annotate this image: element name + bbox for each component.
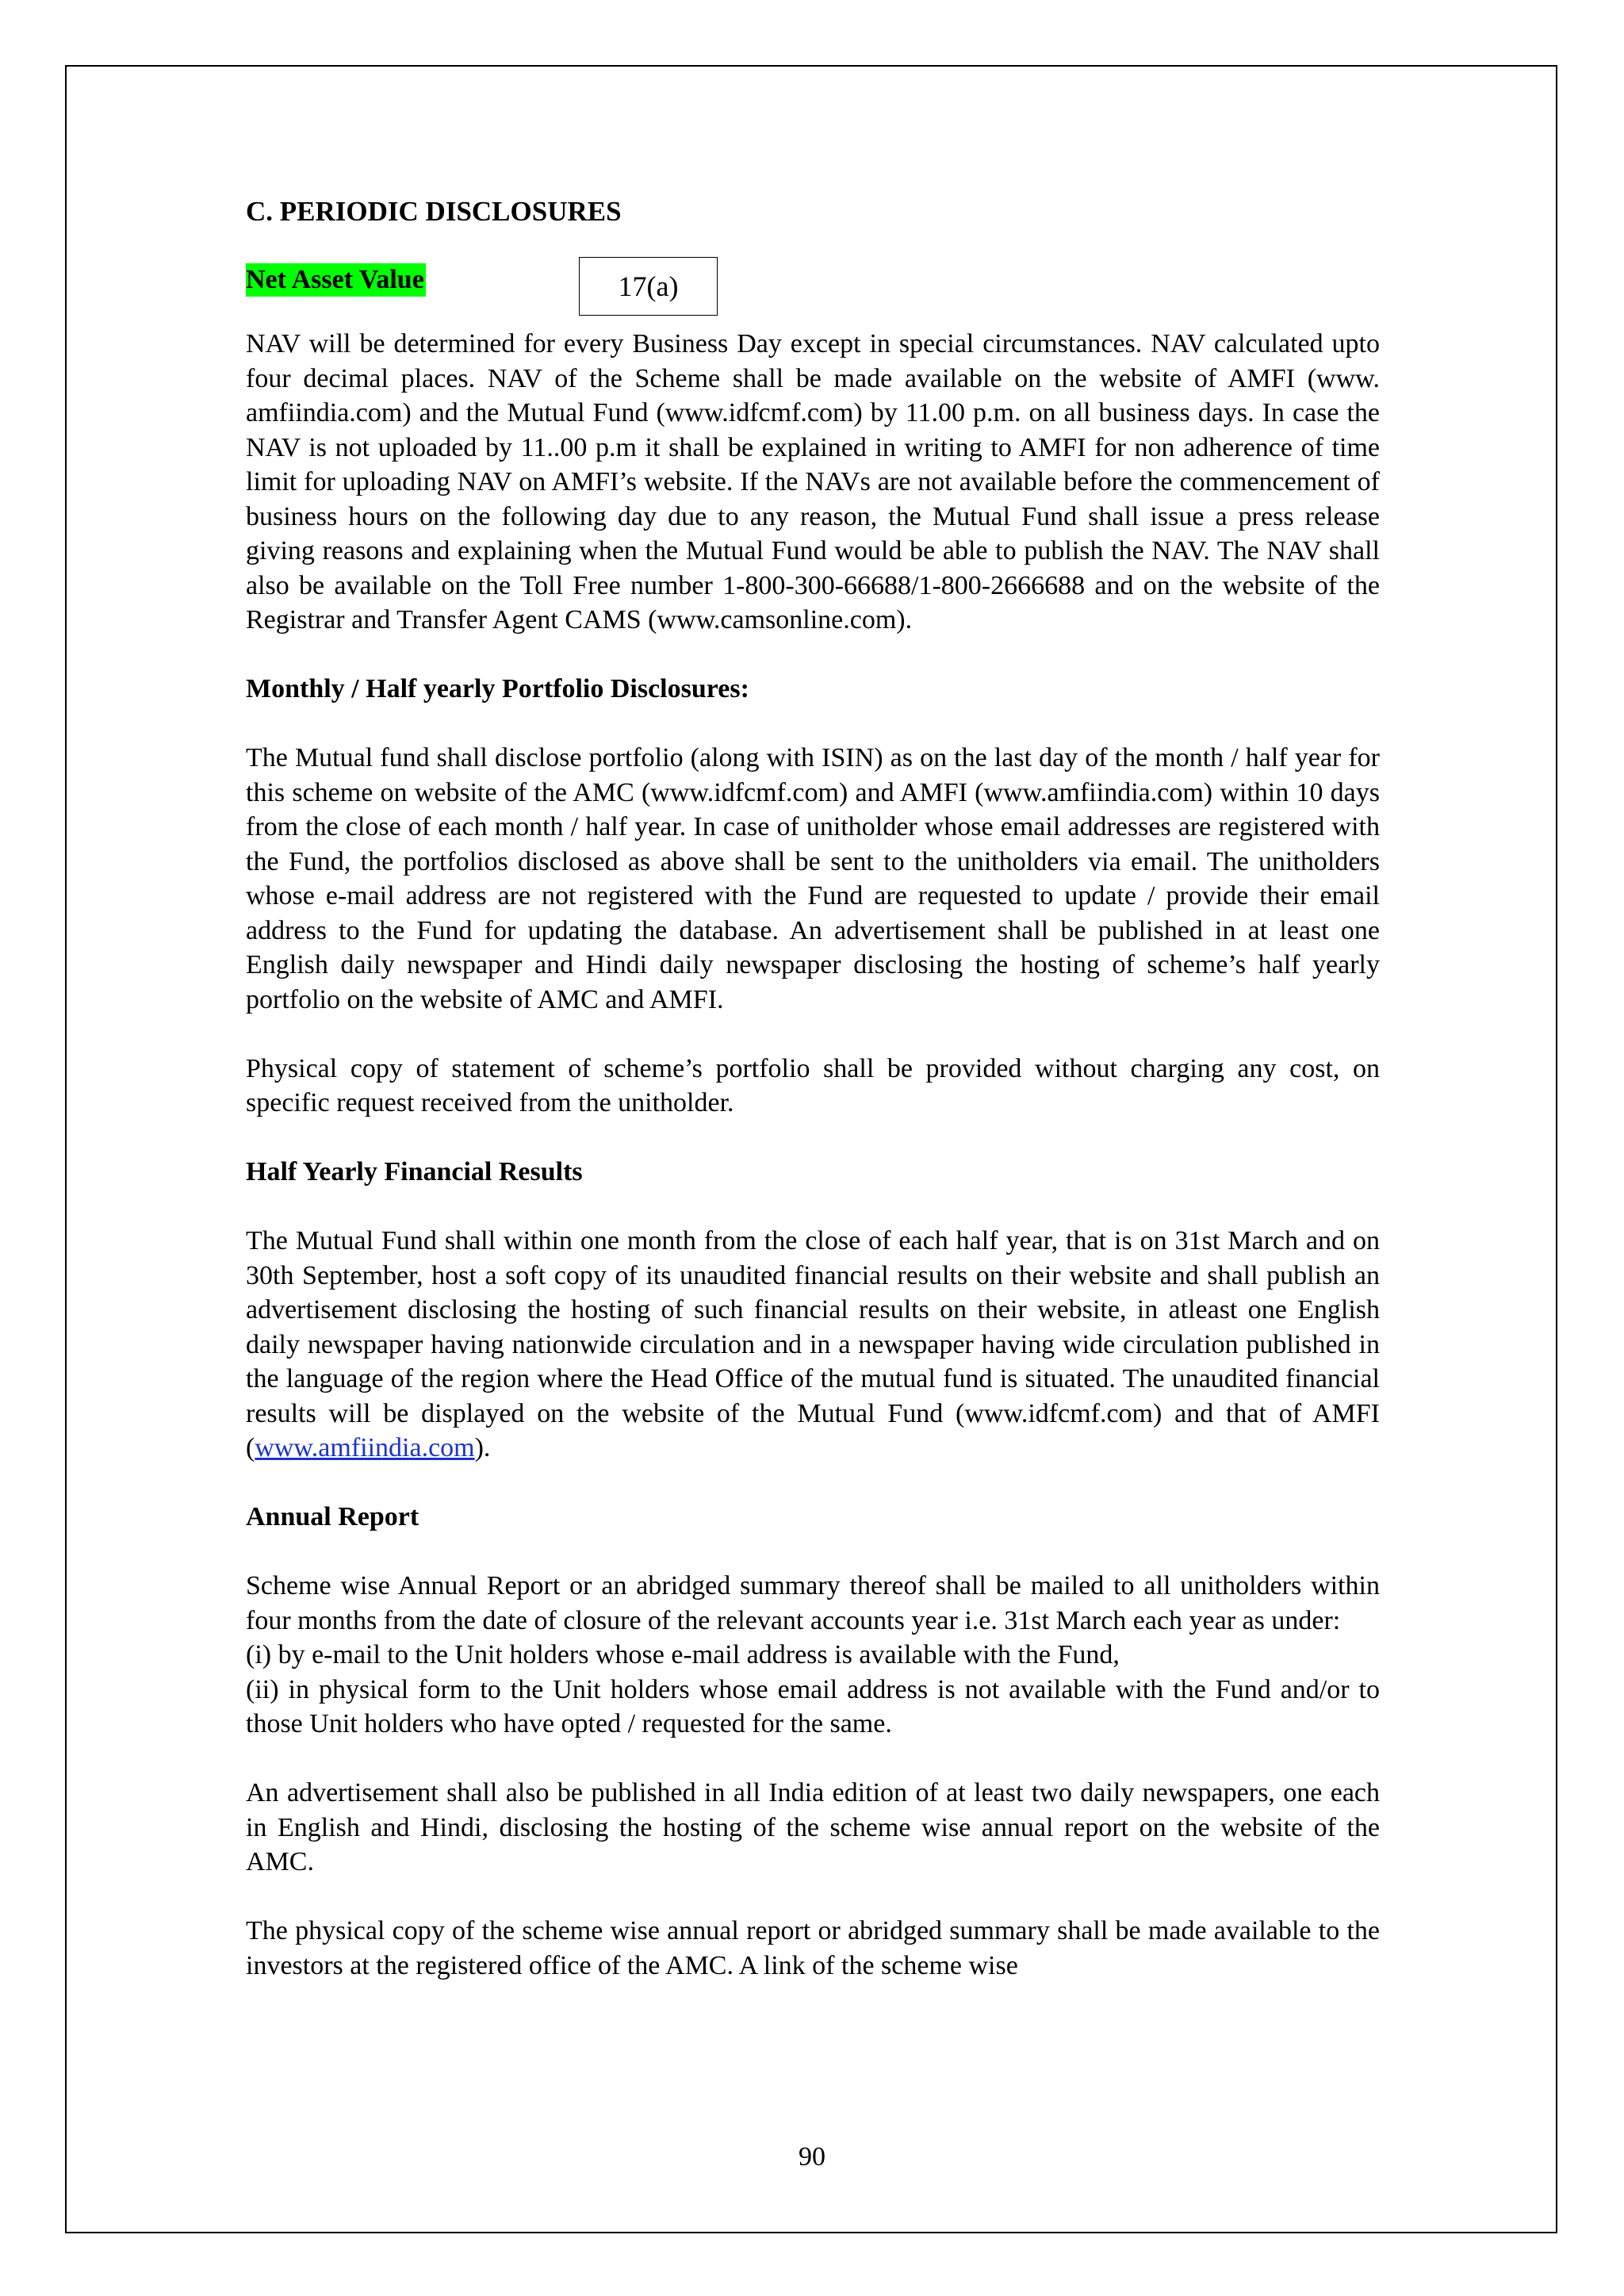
- portfolio-heading: Monthly / Half yearly Portfolio Disclosures:: [246, 674, 749, 703]
- annual-paragraph-3: The physical copy of the scheme wise annual report or abridged summary shall be made available to the investors at the registered office of the AMC. A link of the scheme wise: [246, 1916, 1380, 1980]
- nav-paragraph: NAV will be determined for every Business Day except in special circumstances. NAV calculated upto four decimal places. NAV of the Scheme shall be made available on the website of AMFI (www. amfiindia.com) and the Mutual Fund (www.idfcmf.com) by 11.00 p.m. on all business days. In case the NAV is not uploaded by 11..00 p.m it shall be explained in writing to AMFI for non adherence of time limit for uploading NAV on AMFI’s website. If the NAVs are not available before the commencement of business hours on the following day due to any reason, the Mutual Fund shall issue a press release giving reasons and explaining when the Mutual Fund would be able to publish the NAV. The NAV shall also be available on the Toll Free number 1-800-300-66688/1-800-2666688 and on the website of the Registrar and Transfer Agent CAMS (www.camsonline.com).: [246, 329, 1380, 634]
- annual-paragraph-2: An advertisement shall also be published in all India edition of at least two daily newspapers, one each in English and Hindi, disclosing the hosting of the scheme wise annual report on the website of the AMC.: [246, 1778, 1380, 1876]
- annual-paragraph-1: Scheme wise Annual Report or an abridged summary thereof shall be mailed to all unitholders within four months from the date of closure of the relevant accounts year i.e. 31st March each year as under:: [246, 1571, 1380, 1635]
- annual-list-item-2: (ii) in physical form to the Unit holders whose email address is not available with the Fund and/or to those Unit holders who have opted / requested for the same.: [246, 1674, 1380, 1738]
- half-yearly-paragraph: [246, 1224, 1380, 1466]
- annual-list-item-1: (i) by e-mail to the Unit holders whose e-mail address is available with the Fund,: [246, 1640, 1120, 1669]
- amfi-link[interactable]: www.amfiindia.com: [255, 1433, 475, 1462]
- document-body: [246, 194, 1380, 1983]
- nav-heading-row: [246, 263, 1380, 327]
- half-yearly-text-end: ).: [474, 1433, 491, 1462]
- portfolio-paragraph-1: The Mutual fund shall disclose portfolio (along with ISIN) as on the last day of the month / half year for this scheme on website of the AMC (www.idfcmf.com) and AMFI (www.amfiindia.com) within 10 days from the close of each month / half year. In case of unitholder whose email addresses are registered with the Fund, the portfolios disclosed as above shall be sent to the unitholders via email. The unitholders whose e-mail address are not registered with the Fund are requested to update / provide their email address to the Fund for updating the database. An advertisement shall be published in at least one English daily newspaper and Hindi daily newspaper disclosing the hosting of scheme’s half yearly portfolio on the website of AMC and AMFI.: [246, 743, 1380, 1014]
- nav-heading-highlight: Net Asset Value: [246, 263, 426, 297]
- nav-reference-box: 17(a): [579, 257, 718, 316]
- annual-report-heading: Annual Report: [246, 1502, 419, 1531]
- page-number: 90: [799, 2142, 825, 2171]
- section-title: C. PERIODIC DISCLOSURES: [246, 196, 622, 227]
- half-yearly-heading: Half Yearly Financial Results: [246, 1157, 583, 1186]
- half-yearly-text: The Mutual Fund shall within one month from the close of each half year, that is on 31st March and on 30th September, host a soft copy of its unaudited financial results on their website and shall publish an advertisement disclosing the hosting of such financial results on their website, in atleast one English daily newspaper having nationwide circulation and in a newspaper having wide circulation published in the language of the region where the Head Office of the mutual fund is situated. The unaudited financial results will be displayed on the website of the Mutual Fund (www.idfcmf.com) and that of AMFI (: [246, 1226, 1380, 1462]
- portfolio-paragraph-2: Physical copy of statement of scheme’s portfolio shall be provided without charging any cost, on specific request received from the unitholder.: [246, 1053, 1380, 1117]
